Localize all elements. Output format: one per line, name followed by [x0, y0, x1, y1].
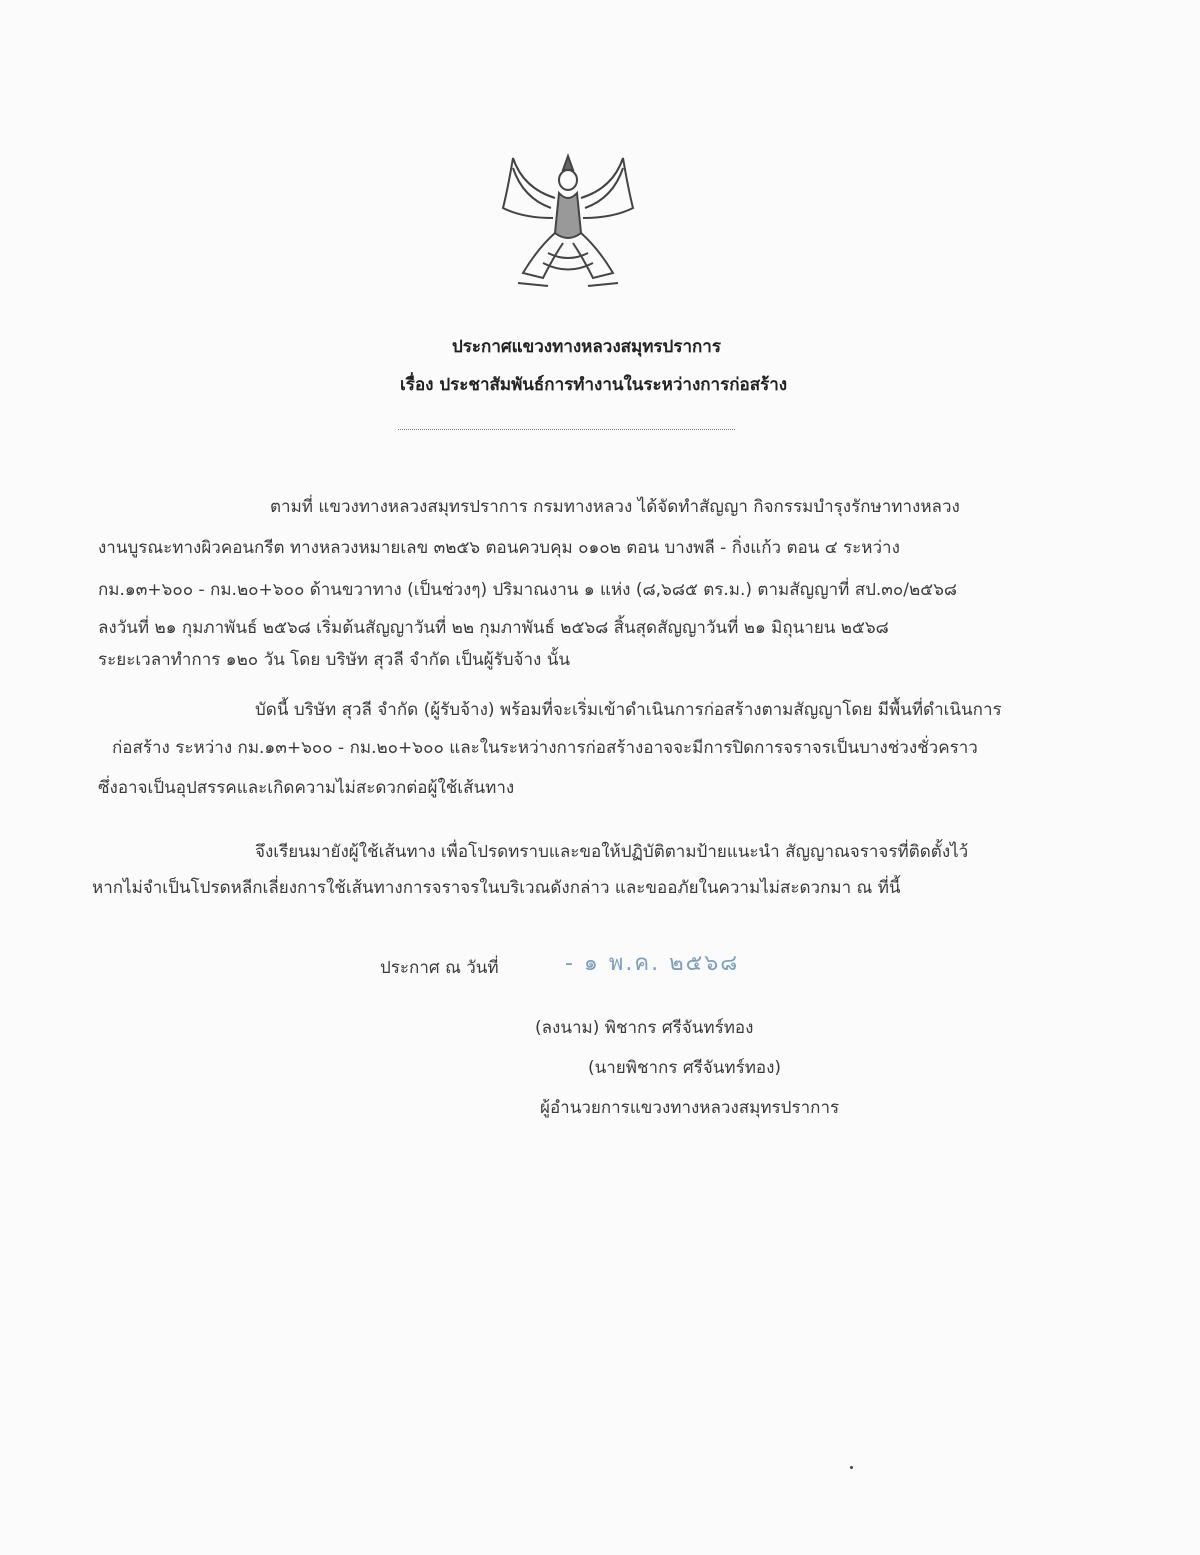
text-line: ระยะเวลาทำการ ๑๒๐ วัน โดย บริษัท สุวลี จำกัด เป็นผู้รับจ้าง นั้น [98, 650, 570, 670]
signatory-name: (นายพิชากร ศรีจันทร์ทอง) [588, 1058, 782, 1078]
text-line: ซึ่งอาจเป็นอุปสรรคและเกิดความไม่สะดวกต่อผู้ใช้เส้นทาง [98, 778, 515, 798]
text-line: จึงเรียนมายังผู้ใช้เส้นทาง เพื่อโปรดทราบและขอให้ปฏิบัติตามป้ายแนะนำ สัญญาณจราจรที่ติดตั้งไว้ [255, 842, 969, 862]
signature-line: (ลงนาม) พิชากร ศรีจันทร์ทอง [535, 1018, 754, 1038]
signatory-position: ผู้อำนวยการแขวงทางหลวงสมุทรปราการ [540, 1098, 840, 1118]
text-line: ลงวันที่ ๒๑ กุมภาพันธ์ ๒๕๖๘ เริ่มต้นสัญญาวันที่ ๒๒ กุมภาพันธ์ ๒๕๖๘ สิ้นสุดสัญญาวันที่ ๒๑ มิถุนายน ๒๕๖๘ [98, 618, 889, 638]
text-line: กม.๑๓+๖๐๐ - กม.๒๐+๖๐๐ ด้านขวาทาง (เป็นช่วงๆ) ปริมาณงาน ๑ แห่ง (๘,๖๘๕ ตร.ม.) ตามสัญญาที่ สป.๓๐/๒๕๖๘ [98, 580, 957, 600]
scan-speck [850, 1466, 853, 1469]
text-line: บัดนี้ บริษัท สุวลี จำกัด (ผู้รับจ้าง) พร้อมที่จะเริ่มเข้าดำเนินการก่อสร้างตามสัญญาโดย มีพื้นที่ดำเนินการ [255, 700, 1002, 720]
date-stamp: - ๑ พ.ค. ๒๕๖๘ [565, 951, 740, 976]
document-subject: เรื่อง ประชาสัมพันธ์การทำงานในระหว่างการก่อสร้าง [400, 375, 788, 395]
text-line: ก่อสร้าง ระหว่าง กม.๑๓+๖๐๐ - กม.๒๐+๖๐๐ และในระหว่างการก่อสร้างอาจจะมีการปิดการจราจรเป็นบางช่วงชั่วคราว [112, 738, 978, 758]
text-line: ตามที่ แขวงทางหลวงสมุทรปราการ กรมทางหลวง ได้จัดทำสัญญา กิจกรรมบำรุงรักษาทางหลวง [270, 497, 960, 517]
text-line: หากไม่จำเป็นโปรดหลีกเลี่ยงการใช้เส้นทางการจราจรในบริเวณดังกล่าว และขออภัยในความไม่สะดวกมา ณ ที่นี้ [92, 878, 901, 898]
announcement-date-label: ประกาศ ณ วันที่ [380, 958, 499, 978]
document-title: ประกาศแขวงทางหลวงสมุทรปราการ [452, 337, 721, 357]
garuda-emblem [493, 148, 643, 298]
divider [398, 429, 735, 430]
text-line: งานบูรณะทางผิวคอนกรีต ทางหลวงหมายเลข ๓๒๕๖ ตอนควบคุม ๐๑๐๒ ตอน บางพลี - กิ่งแก้ว ตอน ๔ ระหว่าง [98, 538, 900, 558]
